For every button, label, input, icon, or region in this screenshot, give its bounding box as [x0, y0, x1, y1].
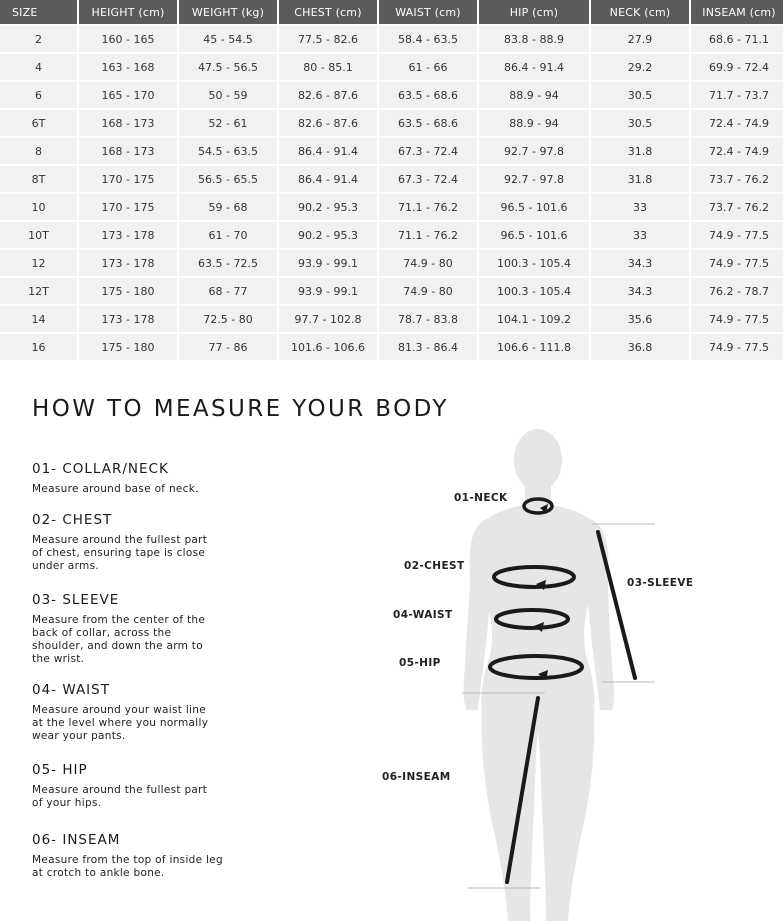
- table-cell: 73.7 - 76.2: [691, 166, 783, 192]
- table-cell: 35.6: [591, 306, 689, 332]
- measure-title: HOW TO MEASURE YOUR BODY: [32, 396, 449, 422]
- table-cell: 76.2 - 78.7: [691, 278, 783, 304]
- table-cell: 74.9 - 77.5: [691, 222, 783, 248]
- column-header: INSEAM (cm): [691, 0, 783, 24]
- table-cell: 74.9 - 80: [379, 278, 477, 304]
- column-header: HIP (cm): [479, 0, 589, 24]
- table-cell: 33: [591, 222, 689, 248]
- table-cell: 30.5: [591, 82, 689, 108]
- label-inseam: 06-INSEAM: [382, 771, 451, 783]
- instruction-text: Measure around your waist line at the level where you normally wear your pants.: [32, 704, 209, 742]
- table-cell: 71.1 - 76.2: [379, 194, 477, 220]
- table-cell: 74.9 - 77.5: [691, 250, 783, 276]
- table-cell: 61 - 66: [379, 54, 477, 80]
- table-cell: 173 - 178: [79, 306, 177, 332]
- body-silhouette-figure: [370, 420, 670, 921]
- table-cell: 90.2 - 95.3: [279, 194, 377, 220]
- table-cell: 58.4 - 63.5: [379, 26, 477, 52]
- column-header: CHEST (cm): [279, 0, 377, 24]
- table-cell: 93.9 - 99.1: [279, 278, 377, 304]
- table-cell: 90.2 - 95.3: [279, 222, 377, 248]
- instruction-text: Measure around the fullest part of your hips.: [32, 784, 208, 809]
- table-cell: 86.4 - 91.4: [279, 166, 377, 192]
- instruction-collar-neck: [32, 461, 242, 496]
- label-chest: 02-CHEST: [404, 560, 465, 572]
- table-cell: 175 - 180: [79, 334, 177, 360]
- size-cell: 4: [0, 54, 77, 80]
- table-cell: 74.9 - 80: [379, 250, 477, 276]
- table-row: [0, 166, 783, 192]
- table-cell: 61 - 70: [179, 222, 277, 248]
- instruction-waist: [32, 682, 212, 743]
- instruction-heading: 06- INSEAM: [32, 832, 121, 848]
- table-cell: 56.5 - 65.5: [179, 166, 277, 192]
- instruction-heading: 02- CHEST: [32, 512, 113, 528]
- size-cell: 6T: [0, 110, 77, 136]
- table-cell: 165 - 170: [79, 82, 177, 108]
- table-cell: 96.5 - 101.6: [479, 194, 589, 220]
- table-cell: 31.8: [591, 138, 689, 164]
- table-cell: 69.9 - 72.4: [691, 54, 783, 80]
- size-cell: 14: [0, 306, 77, 332]
- table-cell: 77 - 86: [179, 334, 277, 360]
- instruction-heading: 04- WAIST: [32, 682, 110, 698]
- column-header: SIZE: [0, 0, 77, 24]
- instruction-heading: 05- HIP: [32, 762, 88, 778]
- table-cell: 92.7 - 97.8: [479, 138, 589, 164]
- table-cell: 173 - 178: [79, 250, 177, 276]
- table-cell: 47.5 - 56.5: [179, 54, 277, 80]
- table-cell: 168 - 173: [79, 138, 177, 164]
- table-cell: 100.3 - 105.4: [479, 250, 589, 276]
- table-cell: 163 - 168: [79, 54, 177, 80]
- table-cell: 63.5 - 68.6: [379, 110, 477, 136]
- instruction-text: Measure around the fullest part of chest, ensuring tape is close under arms.: [32, 534, 208, 572]
- column-header: HEIGHT (cm): [79, 0, 177, 24]
- size-cell: 10: [0, 194, 77, 220]
- instruction-heading: 01- COLLAR/NECK: [32, 461, 169, 477]
- size-cell: 16: [0, 334, 77, 360]
- size-cell: 10T: [0, 222, 77, 248]
- size-chart-table: [0, 0, 783, 362]
- instruction-inseam: [32, 832, 232, 880]
- table-row: [0, 110, 783, 136]
- table-cell: 97.7 - 102.8: [279, 306, 377, 332]
- table-cell: 100.3 - 105.4: [479, 278, 589, 304]
- table-cell: 173 - 178: [79, 222, 177, 248]
- table-cell: 93.9 - 99.1: [279, 250, 377, 276]
- instruction-sleeve: [32, 592, 222, 666]
- table-cell: 33: [591, 194, 689, 220]
- table-cell: 59 - 68: [179, 194, 277, 220]
- label-hip: 05-HIP: [399, 657, 441, 669]
- table-cell: 36.8: [591, 334, 689, 360]
- table-cell: 101.6 - 106.6: [279, 334, 377, 360]
- table-cell: 88.9 - 94: [479, 110, 589, 136]
- column-header: WAIST (cm): [379, 0, 477, 24]
- instruction-text: Measure from the center of the back of collar, across the shoulder, and down the arm to the wrist.: [32, 614, 206, 665]
- column-header: WEIGHT (kg): [179, 0, 277, 24]
- table-cell: 72.5 - 80: [179, 306, 277, 332]
- label-waist: 04-WAIST: [393, 609, 453, 621]
- table-cell: 175 - 180: [79, 278, 177, 304]
- table-cell: 96.5 - 101.6: [479, 222, 589, 248]
- table-row: [0, 250, 783, 276]
- table-row: [0, 82, 783, 108]
- instruction-text: Measure from the top of inside leg at crotch to ankle bone.: [32, 854, 223, 879]
- table-cell: 68.6 - 71.1: [691, 26, 783, 52]
- table-cell: 106.6 - 111.8: [479, 334, 589, 360]
- size-cell: 8T: [0, 166, 77, 192]
- instruction-chest: [32, 512, 212, 573]
- table-cell: 63.5 - 72.5: [179, 250, 277, 276]
- table-cell: 160 - 165: [79, 26, 177, 52]
- table-cell: 170 - 175: [79, 194, 177, 220]
- column-header: NECK (cm): [591, 0, 689, 24]
- table-row: [0, 54, 783, 80]
- table-cell: 63.5 - 68.6: [379, 82, 477, 108]
- table-cell: 82.6 - 87.6: [279, 110, 377, 136]
- size-cell: 12: [0, 250, 77, 276]
- table-row: [0, 222, 783, 248]
- table-cell: 168 - 173: [79, 110, 177, 136]
- table-cell: 71.1 - 76.2: [379, 222, 477, 248]
- table-row: [0, 278, 783, 304]
- table-row: [0, 334, 783, 360]
- table-cell: 29.2: [591, 54, 689, 80]
- size-cell: 8: [0, 138, 77, 164]
- table-cell: 67.3 - 72.4: [379, 138, 477, 164]
- table-cell: 30.5: [591, 110, 689, 136]
- table-cell: 72.4 - 74.9: [691, 110, 783, 136]
- instruction-heading: 03- SLEEVE: [32, 592, 120, 608]
- table-cell: 73.7 - 76.2: [691, 194, 783, 220]
- table-row: [0, 306, 783, 332]
- label-neck: 01-NECK: [454, 492, 508, 504]
- table-cell: 74.9 - 77.5: [691, 306, 783, 332]
- table-cell: 80 - 85.1: [279, 54, 377, 80]
- table-cell: 86.4 - 91.4: [479, 54, 589, 80]
- instruction-hip: [32, 762, 212, 810]
- table-row: [0, 138, 783, 164]
- table-cell: 52 - 61: [179, 110, 277, 136]
- table-cell: 68 - 77: [179, 278, 277, 304]
- table-cell: 88.9 - 94: [479, 82, 589, 108]
- table-row: [0, 194, 783, 220]
- size-cell: 2: [0, 26, 77, 52]
- table-header-row: [0, 0, 783, 24]
- table-cell: 83.8 - 88.9: [479, 26, 589, 52]
- table-cell: 82.6 - 87.6: [279, 82, 377, 108]
- table-cell: 45 - 54.5: [179, 26, 277, 52]
- table-cell: 67.3 - 72.4: [379, 166, 477, 192]
- table-cell: 77.5 - 82.6: [279, 26, 377, 52]
- table-cell: 72.4 - 74.9: [691, 138, 783, 164]
- table-cell: 27.9: [591, 26, 689, 52]
- table-cell: 74.9 - 77.5: [691, 334, 783, 360]
- table-row: [0, 26, 783, 52]
- table-cell: 104.1 - 109.2: [479, 306, 589, 332]
- size-cell: 12T: [0, 278, 77, 304]
- label-sleeve: 03-SLEEVE: [627, 577, 694, 589]
- table-cell: 78.7 - 83.8: [379, 306, 477, 332]
- table-cell: 170 - 175: [79, 166, 177, 192]
- instruction-text: Measure around base of neck.: [32, 483, 199, 495]
- table-cell: 86.4 - 91.4: [279, 138, 377, 164]
- size-cell: 6: [0, 82, 77, 108]
- table-cell: 92.7 - 97.8: [479, 166, 589, 192]
- table-cell: 34.3: [591, 250, 689, 276]
- table-cell: 81.3 - 86.4: [379, 334, 477, 360]
- table-cell: 31.8: [591, 166, 689, 192]
- table-cell: 54.5 - 63.5: [179, 138, 277, 164]
- table-cell: 34.3: [591, 278, 689, 304]
- table-cell: 71.7 - 73.7: [691, 82, 783, 108]
- table-cell: 50 - 59: [179, 82, 277, 108]
